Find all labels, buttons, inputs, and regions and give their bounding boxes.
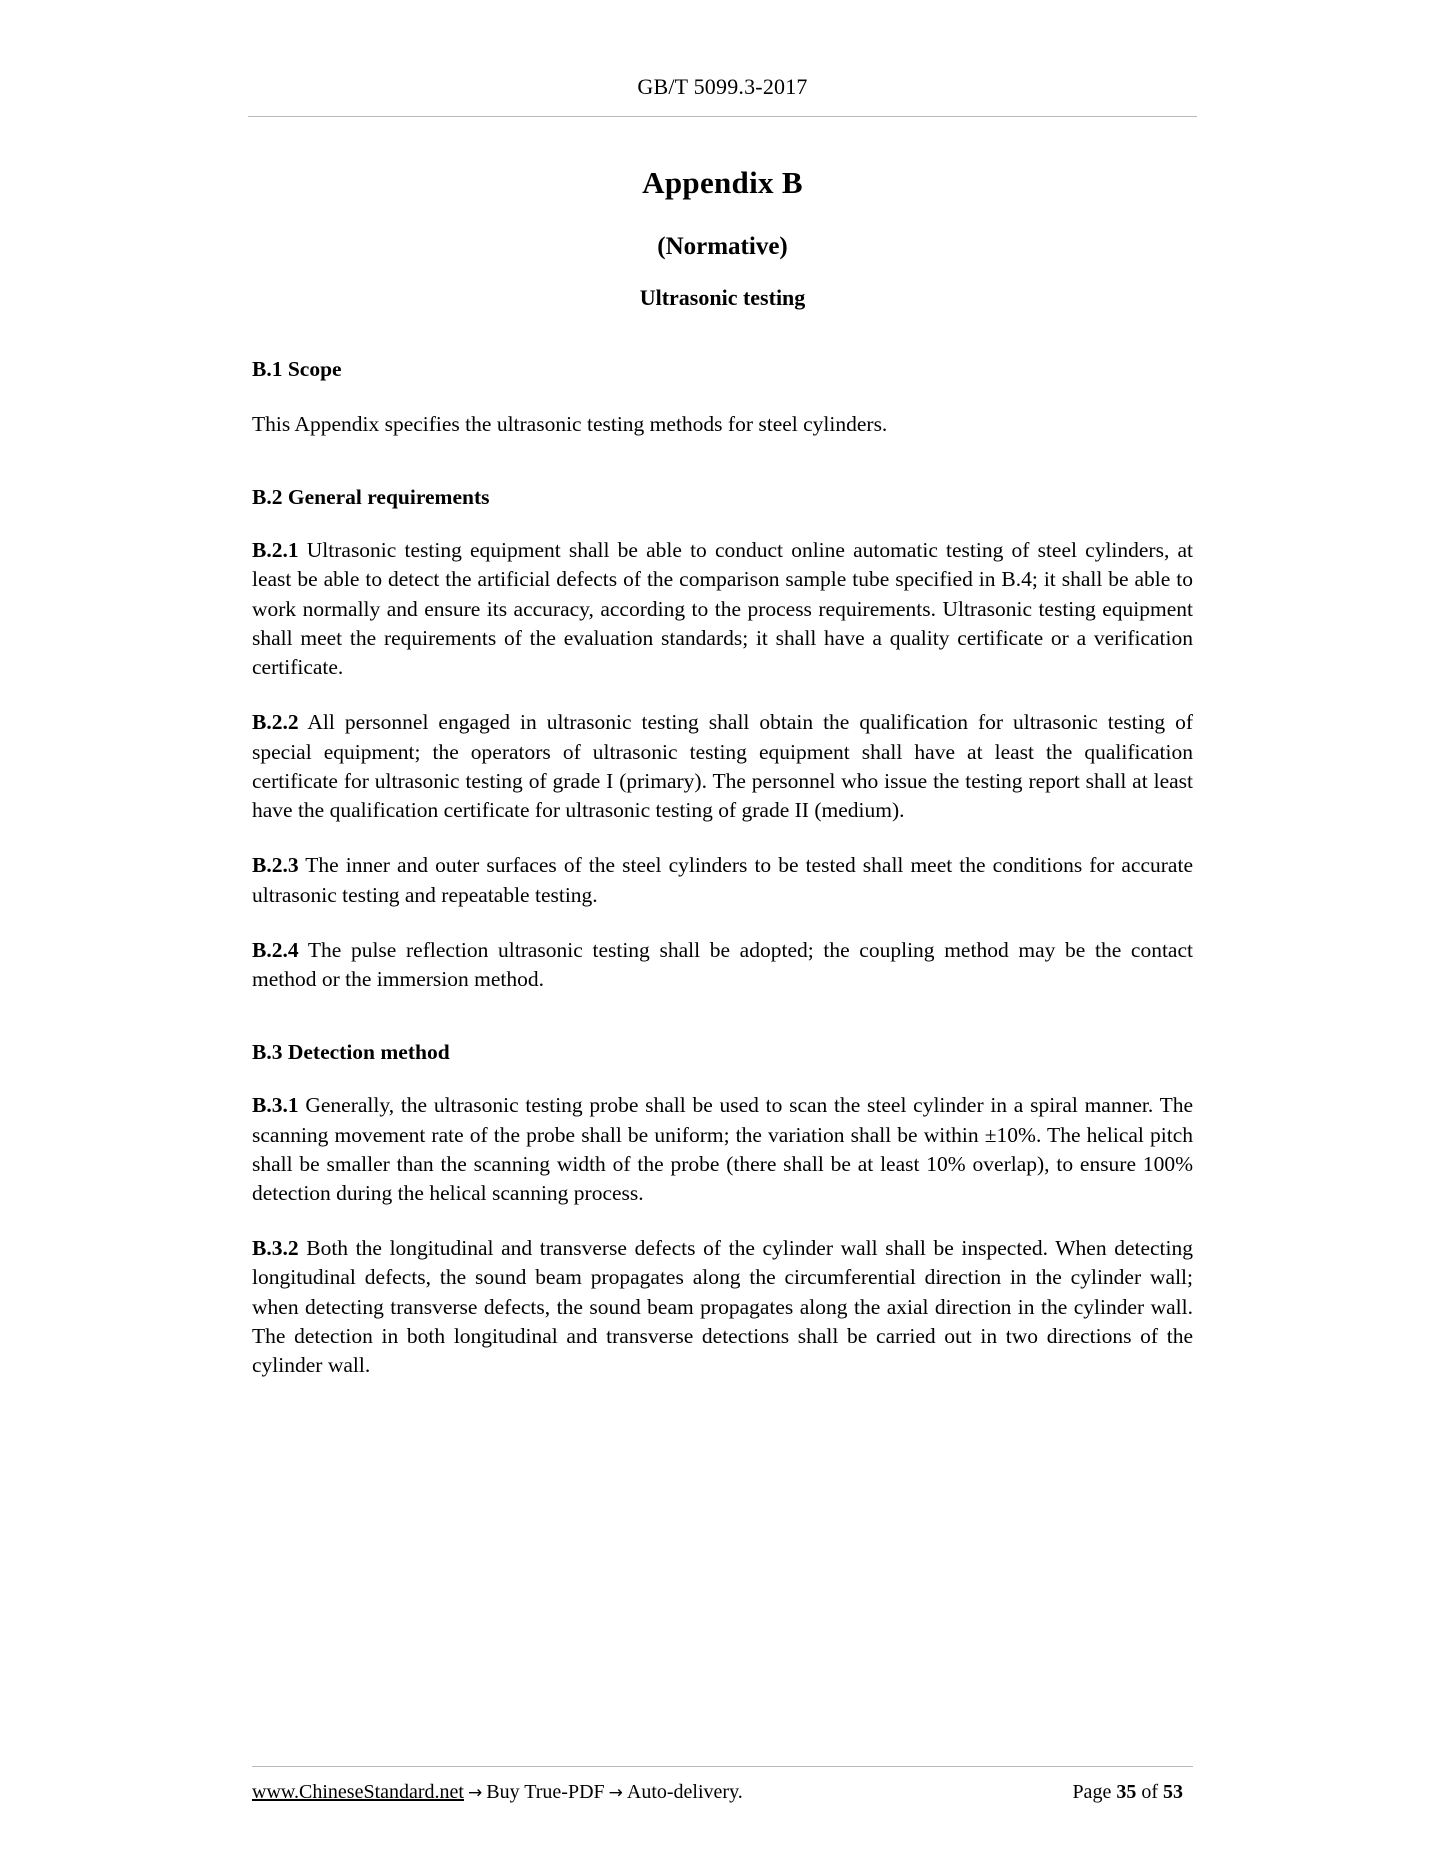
paragraph-label: B.2.2 [252,710,299,735]
delivery-label: Auto-delivery. [626,1781,743,1803]
paragraph-label: B.3.2 [252,1236,299,1261]
appendix-title-block [252,165,1193,311]
section-heading-b3: B.3 Detection method [252,1040,450,1065]
paragraph-b3-1 [252,1091,1193,1208]
section-heading-b1: B.1 Scope [252,357,342,381]
paragraph-text: The pulse reflection ultrasonic testing shall be adopted; the coupling method may be the contact method or the immersion method. [252,937,1193,992]
paragraph-b3-2 [252,1234,1193,1380]
standard-code: GB/T 5099.3-2017 [637,74,808,99]
section-heading-b2: B.2 General requirements [252,485,490,510]
appendix-subject: Ultrasonic testing [639,285,806,310]
paragraph-b2-1 [252,536,1193,682]
page-total: 53 [1163,1781,1183,1803]
page-number: 35 [1116,1781,1137,1803]
website-link[interactable]: www.ChineseStandard.net [252,1781,464,1803]
paragraph-text: Both the longitudinal and transverse defects of the cylinder wall shall be inspected. When detecting longitudinal defects, the sound beam propagates along the circumferential direction in the cylinder wall; when detecting transverse defects, the sound beam propagates along the axial direction in the cylinder wall. The detection in both longitudinal and transverse detections shall be carried out in two directions of the cylinder wall. [252,1236,1193,1378]
paragraph-label: B.2.4 [252,937,299,962]
paragraph-b2-3 [252,851,1193,909]
paragraph-label: B.2.1 [252,538,299,563]
paragraph-text: Ultrasonic testing equipment shall be able to conduct online automatic testing of steel cylinders, at least be able to detect the artificial defects of the comparison sample tube specified in B.4; it shall be able to work normally and ensure its accuracy, according to the process requirements. Ultrasonic testing equipment shall meet the requirements of the evaluation standards; it shall have a quality certificate or a verification certificate. [252,538,1194,680]
header-divider [248,116,1197,117]
paragraph-label: B.3.1 [252,1093,299,1118]
page-header [0,0,1445,100]
page-title: Appendix B [642,165,803,200]
buy-label[interactable]: Buy True-PDF [486,1781,605,1803]
arrow-right-icon: → [608,1783,623,1803]
paragraph-text: The inner and outer surfaces of the steel cylinders to be tested shall meet the conditions for accurate ultrasonic testing and repeatable testing. [252,853,1193,907]
paragraph-b2-2 [252,708,1193,825]
page-footer [252,1766,1193,1804]
of-word: of [1141,1781,1158,1803]
paragraph-b1-1 [252,410,1193,439]
paragraph-b2-4 [252,936,1193,994]
paragraph-label: B.2.3 [252,853,299,878]
paragraph-text: All personnel engaged in ultrasonic testing shall obtain the qualification for ultrasonic testing of special equipment; the operators of ultrasonic testing equipment shall have at least the qualification certificate for ultrasonic testing of grade I (primary). The personnel who issue the testing report shall at least have the qualification certificate for ultrasonic testing of grade II (medium). [252,710,1193,823]
page-content [252,165,1193,1380]
paragraph-text: This Appendix specifies the ultrasonic testing methods for steel cylinders. [252,412,888,436]
footer-divider [252,1766,1193,1767]
page-indicator [1072,1781,1193,1804]
arrow-right-icon: → [468,1783,483,1803]
page-word: Page [1072,1781,1112,1803]
appendix-normative-label: (Normative) [657,233,788,260]
footer-promo [252,1781,743,1804]
paragraph-text: Generally, the ultrasonic testing probe shall be used to scan the steel cylinder in a spiral manner. The scanning movement rate of the probe shall be uniform; the variation shall be within ±10%. The helical pitch shall be smaller than the scanning width of the probe (there shall be at least 10% overlap), to ensure 100% detection during the helical scanning process. [252,1093,1194,1205]
